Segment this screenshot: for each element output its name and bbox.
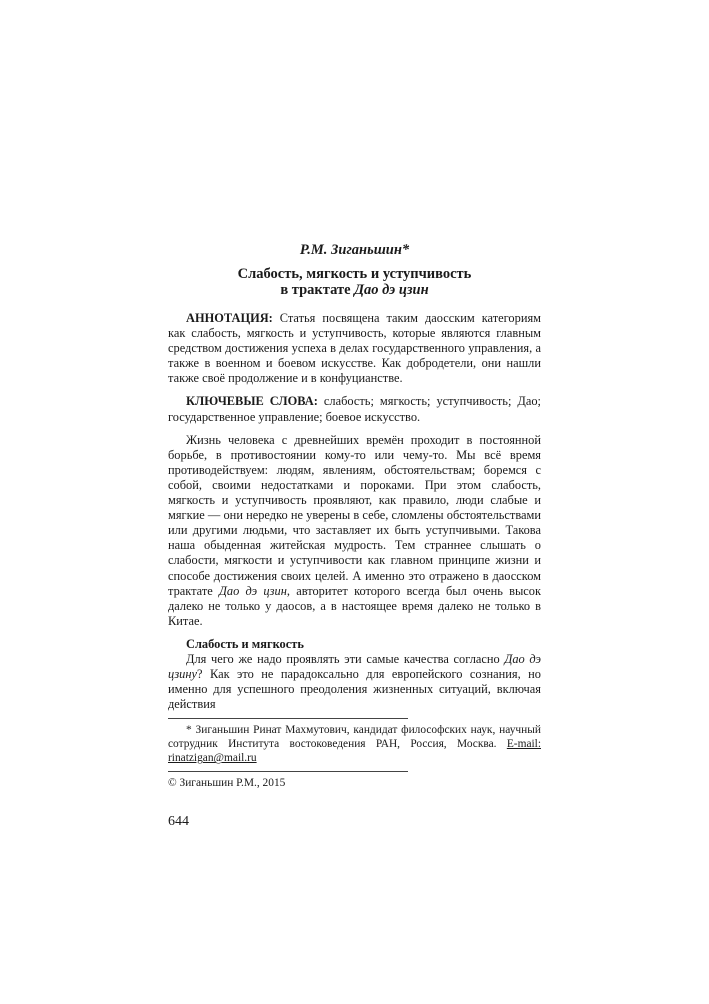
section-heading: Слабость и мягкость [186, 636, 304, 651]
title-line-2 [168, 282, 541, 298]
abstract [168, 311, 541, 386]
paragraph-1-text: Жизнь человека с древнейших времён проходит в постоянной борьбе, в противостоянии кому-то или чему-то. Мы всё время противодействуем: людям, явлениям, обстоятельствам; боремся с собой, своими недостатками и пороками. При этом слабость, мягкость и уступчивость проявляют, как правило, люди слабые и мягкие — они нередко не уверены в себе, сломлены обстоятельствами или другими людьми, что заставляет их быть уступчивыми. Такова наша обыденная житейская мудрость. Тем страннее слышать о слабости, мягкости и уступчивости как главном принципе жизни и способе достижения своих целей. А именно это отражено в даосском трактате [168, 432, 541, 598]
keywords-text: слабость; мягкость; уступчивость; Дао; государственное управление; боевое искусство. [168, 394, 541, 424]
paragraph-2 [168, 652, 541, 712]
footnote-email-link[interactable]: E-mail: rinatzigan@mail.ru [168, 738, 541, 765]
paragraph-2-italic: Дао дэ цзину [168, 651, 541, 682]
article-title [168, 266, 541, 298]
footnote-rule [168, 718, 408, 719]
title-line-2-italic: Дао дэ цзин [354, 282, 429, 298]
paragraph-2-start: Для чего же надо проявлять эти самые качества согласно [186, 651, 505, 666]
title-line-2-prefix: в трактате [280, 282, 355, 298]
paragraph-1-italic: Дао дэ цзин [219, 583, 287, 598]
paragraph-1 [168, 433, 541, 629]
author-name: Р.М. Зиганьшин* [299, 242, 410, 258]
copyright: © Зиганьшин Р.М., 2015 [168, 777, 286, 790]
paragraph-1-end: , авторитет которого всегда был очень высок далеко не только у даосов, а в настоящее время далеко не только в Китае. [168, 583, 542, 628]
copyright-rule [168, 771, 408, 772]
footnote-text: * Зиганьшин Ринат Махмутович, кандидат философских наук, научный сотрудник Института востоковедения РАН, Россия, Москва. [168, 724, 541, 751]
article-column [168, 241, 541, 829]
keywords [168, 394, 541, 424]
title-line-1: Слабость, мягкость и уступчивость [237, 266, 472, 282]
keywords-label: КЛЮЧЕВЫЕ СЛОВА: [186, 394, 318, 409]
page-number: 644 [168, 814, 189, 830]
abstract-label: АННОТАЦИЯ: [186, 311, 273, 325]
paragraph-2-end: ? Как это не парадоксально для европейского сознания, но именно для успешного преодоления жизненных ситуаций, включая действия [168, 667, 541, 712]
abstract-text: Статья посвящена таким даосским категориям как слабость, мягкость и уступчивость, которые являются главным средством достижения успеха в делах государственного управления, а также в военном и боевом искусстве. Как добродетели, они нашли также своё продолжение и в конфуцианстве. [168, 311, 541, 386]
footnote [168, 723, 541, 765]
